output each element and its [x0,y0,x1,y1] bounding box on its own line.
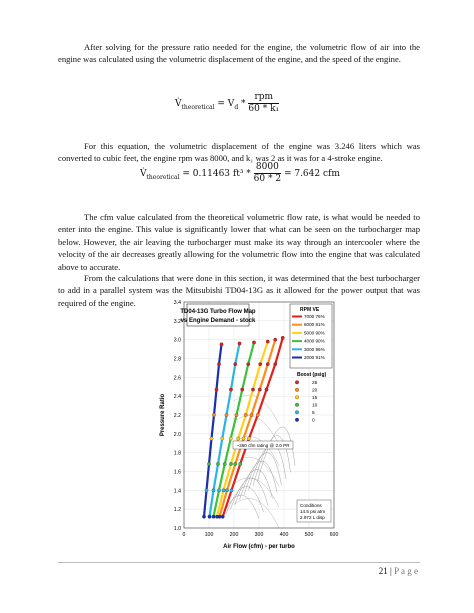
series-point [212,489,215,492]
series-point [274,338,277,341]
legend-boost-marker [295,396,299,400]
series-point [237,437,240,440]
eq2-numerator: 8000 [254,162,281,174]
legend-boost-marker [295,418,299,422]
legend-boost-title: Boost (psiɡ) [297,372,327,378]
series-point [259,362,262,365]
series-point [216,462,219,465]
x-tick-label: 0 [182,532,186,538]
legend-boost-label: 10 [312,403,318,409]
series-point [234,362,237,365]
rating-annotation: ~360 cfm rating @ 2.0 PR [236,443,290,448]
series-point [215,388,218,391]
paragraph-displacement: For this equation, the volumetric displacement of the engine was 3.246 liters which was converted to cubic feet, the engine rpm was 8000, and k₁ was 2 as it was for a 4-stroke engine. [58,141,420,164]
eq1-fraction [248,92,279,115]
y-tick-label: 2.8 [173,356,181,363]
series-point [205,489,208,492]
series-point [222,489,225,492]
legend-rpm-label: 3000 96% [304,346,325,352]
x-tick-label: 100 [204,532,214,538]
chart-title-line-1: TD04-13G Turbo Flow Map [180,309,256,315]
legend-boost-marker [295,403,299,407]
y-tick-label: 2.6 [173,375,181,382]
x-tick-label: 400 [279,532,289,538]
series-point [239,462,242,465]
y-tick-label: 1.0 [173,526,181,532]
eq1-lhs-sub: theoretical [181,103,215,111]
series-point [235,413,238,416]
legend-boost-label: 20 [312,388,318,394]
series-point [229,437,232,440]
paragraph-conclusion: From the calculations that were done in this section, it was determined that the best turbocharger to add in a parallel system was the Mitsubishi TD04-13G as it allowed for the power output that was required of the engine. [58,273,420,308]
series-point [244,413,247,416]
series-point [274,362,277,365]
y-tick-label: 1.6 [173,469,181,476]
equation-theoretical-flow [175,92,279,115]
eq1-mid: = V [214,99,235,109]
y-tick-label: 1.2 [173,507,181,514]
chart-title-line-2: vs Engine Demand - stock [180,318,256,324]
series-point [217,489,220,492]
series-point [266,362,269,365]
series-point [202,515,205,518]
series-point [241,388,244,391]
page-footer [379,566,418,576]
series-point [220,343,223,346]
legend-rpm-label: 6000 81% [304,322,325,328]
series-point [221,437,224,440]
x-tick-label: 200 [229,532,239,538]
page-word: P a g e [394,566,418,576]
eq2-fraction [254,162,281,185]
legend-rpm-title: RPM VE [300,307,320,313]
paragraph-cfm-discussion: The cfm value calculated from the theoretical volumetric flow rate, is what would be needed to enter into the engine. This value is significantly lower that what can be seen on the turbocharger map below. However, the air leaving the turbocharger must make its way through an intercooler where the velocity of the air decreases greatly allowing for the volumetric flow into the engine that was calculated above to accurate. [58,212,420,272]
eq1-denominator: 60 * k₁ [248,104,280,114]
series-point [258,388,261,391]
series-point [221,515,224,518]
legend-rpm-label: 4000 90% [304,338,325,344]
eq1-times: * [238,99,249,109]
series-point [238,342,241,345]
turbo-flow-map-svg [140,295,340,559]
y-tick-label: 2.2 [173,413,181,419]
x-tick-label: 300 [254,532,264,538]
compressor-speed-line [234,478,279,507]
series-point [247,437,250,440]
series-point [251,388,254,391]
series-point [212,413,215,416]
series-point [247,362,250,365]
series-point [234,462,237,465]
series-point [225,489,228,492]
page-separator: | [387,566,395,576]
eq1-lhs: V̇ [175,99,182,109]
series-point [207,462,210,465]
y-tick-label: 2.4 [173,394,181,401]
eq2-lhs-sub: theoretical [146,173,180,181]
legend-boost-label: 0 [312,418,315,424]
legend-boost-label: 15 [312,396,318,401]
series-point [210,437,213,440]
legend-rpm-label: 5000 90% [304,330,325,336]
legend-boost-label: 25 [312,381,318,386]
legend-boost-marker [295,388,299,392]
y-tick-label: 2.0 [173,431,181,438]
legend-boost-marker [295,411,299,415]
series-point [229,462,232,465]
eq1-mid-sub: d [234,103,239,111]
legend-boost-label: 5 [312,411,315,416]
paragraph-volumetric-flow-intro: After solving for the pressure ratio needed for the engine, the volumetric flow of air into the engine was calculated using the volumetric displacement of the engine, and the speed of the engine. [58,42,420,65]
series-point [223,462,226,465]
series-point [266,340,269,343]
series-point [230,489,233,492]
y-tick-label: 3.4 [173,300,181,306]
conditions-line-2: 2.972 L disp [300,515,325,520]
legend-rpm-label: 7000 76% [304,314,325,319]
y-tick-label: 1.4 [173,488,181,495]
eq2-lhs: V̇ [140,169,147,179]
series-point [212,515,215,518]
equation-theoretical-flow-numeric [140,162,340,185]
y-tick-label: 1.8 [173,450,181,457]
y-tick-label: 3.2 [173,318,181,325]
eq2-denominator: 60 * 2 [253,174,282,184]
y-axis-label: Pressure Ratio [160,393,166,437]
page-number: 21 [378,566,388,576]
series-point [242,437,245,440]
eq2-mid: = 0.11463 ft³ * [179,169,254,179]
series-point [265,388,268,391]
compressor-speed-line [234,499,279,528]
series-point [225,413,228,416]
series-point [281,336,284,339]
compressor-efficiency-contour [249,444,287,490]
series-point [252,341,255,344]
series-point [208,515,211,518]
conditions-line-1: 14.5 psi atm [300,509,326,514]
series-point [217,362,220,365]
turbo-flow-map-chart [140,295,340,559]
legend-boost-marker [295,381,299,385]
x-tick-label: 500 [304,532,314,538]
x-tick-label: 600 [329,532,339,538]
series-point [215,515,218,518]
footer-rule [58,562,420,563]
y-tick-label: 3.0 [173,337,181,344]
eq2-result: = 7.642 cfm [281,169,340,179]
series-point [250,413,253,416]
series-point [256,413,259,416]
series-point [229,388,232,391]
legend-rpm-label: 2000 91% [304,355,325,360]
eq1-numerator: rpm [248,92,279,104]
x-axis-label: Air Flow (cfm) - per turbo [223,544,295,550]
conditions-title: Conditions [300,503,322,508]
